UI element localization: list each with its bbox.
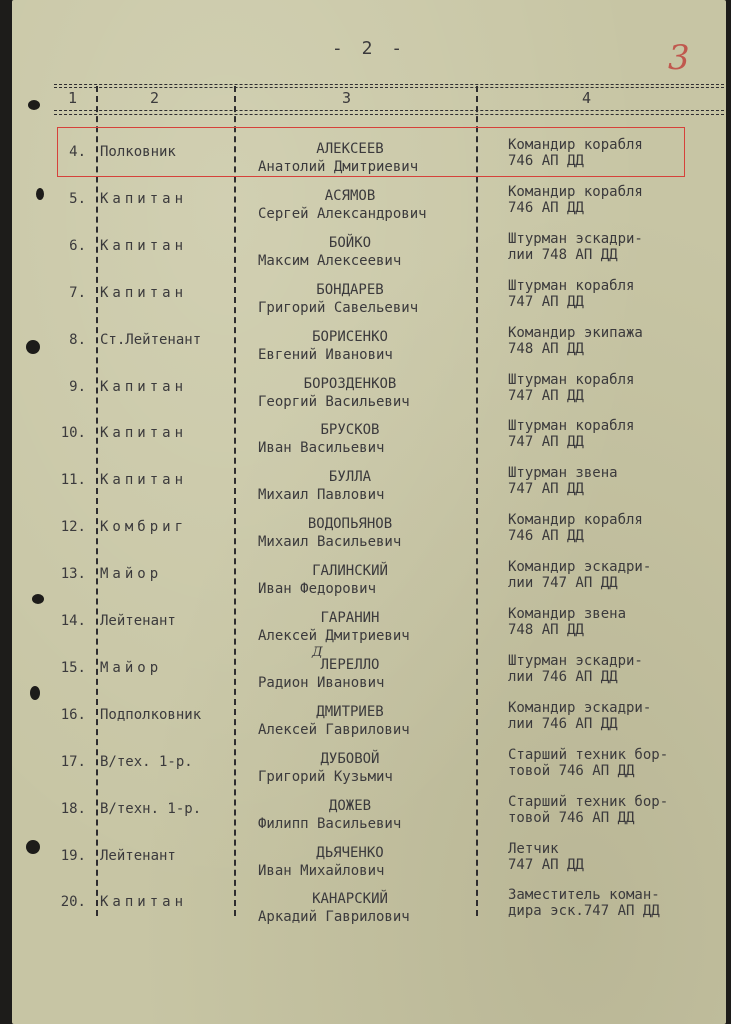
military-rank: Лейтенант — [100, 613, 176, 629]
surname: ДЬЯЧЕНКО — [316, 844, 384, 861]
position-line-1: Заместитель коман- — [508, 887, 660, 904]
given-name-patronymic: Михаил Павлович — [258, 487, 385, 504]
position-line-2: 746 АП ДД — [508, 199, 584, 216]
given-name-patronymic: Иван Васильевич — [258, 440, 385, 457]
position-line-2: товой 746 АП ДД — [508, 762, 635, 779]
given-name-patronymic: Радион Иванович — [258, 674, 385, 691]
military-rank: Комбриг — [100, 519, 188, 536]
military-rank: Капитан — [100, 894, 188, 911]
position-line-2: 748 АП ДД — [508, 622, 584, 638]
surname: БОНДАРЕВ — [316, 281, 384, 298]
military-rank: Лейтенант — [100, 847, 176, 864]
surname: ГАЛИНСКИЙ — [312, 563, 388, 580]
position-line-1: Штурман корабля — [508, 418, 635, 435]
surname: БОРОЗДЕНКОВ — [303, 375, 397, 392]
row-number: 6. — [69, 237, 86, 254]
surname: ДМИТРИЕВ — [316, 703, 384, 720]
military-rank: Капитан — [100, 472, 188, 489]
row-number: 20. — [60, 894, 86, 911]
position-line-1: Командир корабля — [508, 137, 643, 153]
surname: БОРИСЕНКО — [312, 328, 388, 345]
punch-hole — [30, 686, 40, 700]
given-name-patronymic: Григорий Савельевич — [258, 299, 419, 316]
military-rank: Капитан — [100, 284, 188, 301]
position-line-2: 747 АП ДД — [508, 856, 584, 873]
row-number: 8. — [69, 331, 86, 348]
surname: АЛЕКСЕЕВ — [316, 141, 384, 157]
column-divider-3 — [476, 86, 478, 916]
position-line-2: 747 АП ДД — [508, 481, 584, 498]
row-number: 19. — [60, 847, 86, 864]
row-number: 12. — [60, 519, 86, 536]
punch-hole — [28, 100, 40, 110]
position-line-2: 747 АП ДД — [508, 387, 584, 404]
military-rank: Капитан — [100, 378, 188, 395]
position-line-2: лии 746 АП ДД — [508, 715, 618, 732]
position-line-2: лии 748 АП ДД — [508, 246, 618, 263]
military-rank: Капитан — [100, 425, 188, 442]
position-line-2: лии 747 АП ДД — [508, 575, 618, 592]
column-header-1: 1 — [68, 89, 78, 107]
surname: АСЯМОВ — [324, 187, 376, 204]
position-line-1: Штурман эскадри- — [508, 230, 643, 247]
document-page — [12, 0, 726, 1024]
surname: ГАРАНИН — [320, 610, 380, 626]
military-rank: Майор — [100, 566, 163, 583]
military-rank: В/техн. 1-р. — [100, 800, 202, 817]
military-rank: Капитан — [100, 237, 188, 254]
position-line-2: 747 АП ДД — [508, 434, 584, 451]
position-line-1: Командир эскадри- — [508, 559, 652, 576]
given-name-patronymic: Алексей Дмитриевич — [258, 628, 410, 644]
row-number: 17. — [60, 753, 86, 770]
row-number: 5. — [69, 190, 86, 207]
handwritten-sheet-number: 3 — [668, 38, 690, 78]
given-name-patronymic: Евгений Иванович — [258, 346, 393, 363]
column-header-4: 4 — [582, 89, 592, 107]
given-name-patronymic: Филипп Васильевич — [258, 815, 402, 832]
position-line-1: Командир корабля — [508, 512, 643, 529]
row-number: 4. — [69, 144, 86, 160]
header-bottom-rule-2 — [54, 114, 724, 115]
selection-highlight — [57, 127, 685, 177]
row-number: 7. — [69, 284, 86, 301]
given-name-patronymic: Максим Алексеевич — [258, 252, 402, 269]
position-line-1: Командир экипажа — [508, 324, 643, 341]
column-header-3: 3 — [342, 89, 352, 107]
surname: БУЛЛА — [328, 469, 372, 486]
row-number: 10. — [60, 425, 86, 442]
punch-hole — [36, 188, 44, 200]
military-rank: Ст.Лейтенант — [100, 331, 202, 348]
surname: ДОЖЕВ — [328, 797, 372, 814]
surname: БОЙКО — [328, 234, 372, 251]
surname: ДУБОВОЙ — [320, 750, 380, 767]
position-line-2: дира эск.747 АП ДД — [508, 903, 660, 920]
position-line-1: Командир эскадри- — [508, 699, 652, 716]
position-line-1: Штурман звена — [508, 465, 618, 482]
position-line-1: Летчик — [508, 840, 559, 857]
given-name-patronymic: Сергей Александрович — [258, 205, 427, 222]
surname: ВОДОПЬЯНОВ — [307, 516, 393, 533]
position-line-2: 746 АП ДД — [508, 153, 584, 169]
row-number: 11. — [60, 472, 86, 489]
position-line-1: Старший техник бор- — [508, 746, 669, 763]
column-divider-1 — [96, 86, 98, 916]
given-name-patronymic: Анатолий Дмитриевич — [258, 159, 419, 175]
row-number: 15. — [60, 659, 86, 676]
military-rank: В/тех. 1-р. — [100, 753, 193, 770]
row-number: 14. — [60, 613, 86, 629]
military-rank: Майор — [100, 659, 163, 676]
military-rank: Подполковник — [100, 706, 202, 723]
position-line-2: 747 АП ДД — [508, 293, 584, 310]
given-name-patronymic: Аркадий Гаврилович — [258, 909, 410, 926]
given-name-patronymic: Иван Михайлович — [258, 862, 385, 879]
punch-hole — [26, 340, 40, 354]
position-line-1: Штурман корабля — [508, 371, 635, 388]
given-name-patronymic: Георгий Васильевич — [258, 393, 410, 410]
position-line-1: Командир звена — [508, 606, 627, 622]
column-header-2: 2 — [150, 89, 160, 107]
row-number: 13. — [60, 566, 86, 583]
header-top-rule-2 — [54, 87, 724, 88]
military-rank: Капитан — [100, 190, 188, 207]
given-name-patronymic: Иван Федорович — [258, 581, 377, 598]
header-top-rule — [54, 84, 724, 85]
given-name-patronymic: Григорий Кузьмич — [258, 768, 393, 785]
surname: ЛЕРЕЛЛО — [320, 656, 380, 673]
column-divider-2 — [234, 86, 236, 916]
given-name-patronymic: Михаил Васильевич — [258, 534, 402, 551]
position-line-2: 748 АП ДД — [508, 340, 584, 357]
surname: КАНАРСКИЙ — [312, 891, 388, 908]
position-line-1: Старший техник бор- — [508, 793, 669, 810]
header-bottom-rule — [54, 110, 724, 111]
position-line-1: Штурман эскадри- — [508, 652, 643, 669]
position-line-1: Командир корабля — [508, 183, 643, 200]
given-name-patronymic: Алексей Гаврилович — [258, 721, 410, 738]
position-line-2: лии 746 АП ДД — [508, 668, 618, 685]
punch-hole — [26, 840, 40, 854]
military-rank: Полковник — [100, 144, 176, 160]
handwritten-correction: Д — [312, 644, 323, 660]
surname: БРУСКОВ — [320, 422, 380, 439]
row-number: 16. — [60, 706, 86, 723]
punch-hole — [32, 594, 44, 604]
row-number: 18. — [60, 800, 86, 817]
row-number: 9. — [69, 378, 86, 395]
position-line-2: товой 746 АП ДД — [508, 809, 635, 826]
position-line-2: 746 АП ДД — [508, 528, 584, 545]
page-number: - 2 - — [331, 38, 407, 59]
position-line-1: Штурман корабля — [508, 277, 635, 294]
